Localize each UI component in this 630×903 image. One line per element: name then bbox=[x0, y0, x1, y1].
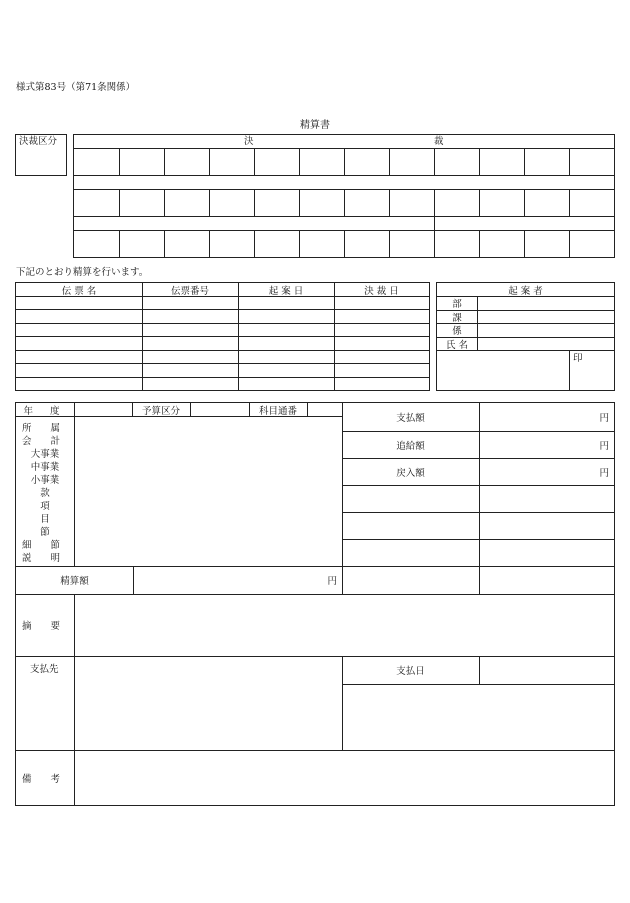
label-mid-project: 中事業 bbox=[30, 462, 60, 473]
payment-date-label: 支払日 bbox=[396, 666, 425, 677]
additional-amount-label: 追給額 bbox=[396, 440, 425, 452]
drafter-row-unit: 係 bbox=[452, 326, 462, 337]
intro-text: 下記のとおり精算を行います。 bbox=[16, 267, 149, 278]
form-number: 様式第83号（第71条関係） bbox=[16, 82, 136, 93]
summary-label: 摘 要 bbox=[21, 621, 69, 632]
payee-label: 支払先 bbox=[30, 664, 59, 675]
voucher-header-decision-date: 決 裁 日 bbox=[364, 285, 399, 297]
drafter-header: 起 案 者 bbox=[508, 285, 543, 297]
label-description: 説 明 bbox=[21, 553, 69, 564]
year-label: 年 度 bbox=[23, 405, 67, 417]
label-minor-project: 小事業 bbox=[30, 475, 60, 486]
voucher-header-name: 伝 票 名 bbox=[61, 285, 97, 297]
remarks-label: 備 考 bbox=[21, 774, 69, 785]
main-form bbox=[15, 402, 615, 806]
drafter-row-name: 氏 名 bbox=[445, 339, 469, 351]
decision-grid bbox=[73, 134, 615, 258]
refund-amount-unit: 円 bbox=[599, 467, 609, 479]
label-kan: 款 bbox=[40, 488, 50, 499]
label-major-project: 大事業 bbox=[30, 449, 60, 460]
page-title: 精算書 bbox=[300, 120, 330, 131]
drafter-row-dept: 部 bbox=[452, 299, 462, 310]
settlement-label: 精算額 bbox=[60, 576, 89, 587]
decision-category-label: 決裁区分 bbox=[19, 136, 58, 147]
account-code-label: 科目通番 bbox=[258, 405, 297, 417]
settlement-unit: 円 bbox=[327, 576, 337, 587]
additional-amount-unit: 円 bbox=[599, 440, 609, 452]
voucher-header-draft-date: 起 案 日 bbox=[268, 285, 304, 297]
voucher-header-number: 伝票番号 bbox=[170, 285, 209, 297]
budget-category-label: 予算区分 bbox=[141, 405, 180, 417]
payment-amount-unit: 円 bbox=[599, 413, 609, 424]
decision-header-right: 裁 bbox=[434, 136, 444, 147]
seal-mark: 印 bbox=[573, 353, 583, 364]
label-sub-setsu: 細 節 bbox=[21, 540, 69, 551]
decision-header-left: 決 bbox=[244, 136, 254, 147]
refund-amount-label: 戻入額 bbox=[396, 467, 425, 479]
drafter-row-section: 課 bbox=[452, 312, 462, 324]
label-moku: 目 bbox=[40, 514, 50, 525]
label-setsu: 節 bbox=[40, 527, 50, 538]
voucher-table bbox=[15, 282, 430, 391]
label-accounting: 会 計 bbox=[21, 436, 69, 447]
payment-amount-label: 支払額 bbox=[396, 413, 425, 424]
drafter-box bbox=[436, 282, 615, 391]
label-kou: 項 bbox=[40, 501, 50, 512]
label-affiliation: 所 属 bbox=[21, 423, 69, 434]
